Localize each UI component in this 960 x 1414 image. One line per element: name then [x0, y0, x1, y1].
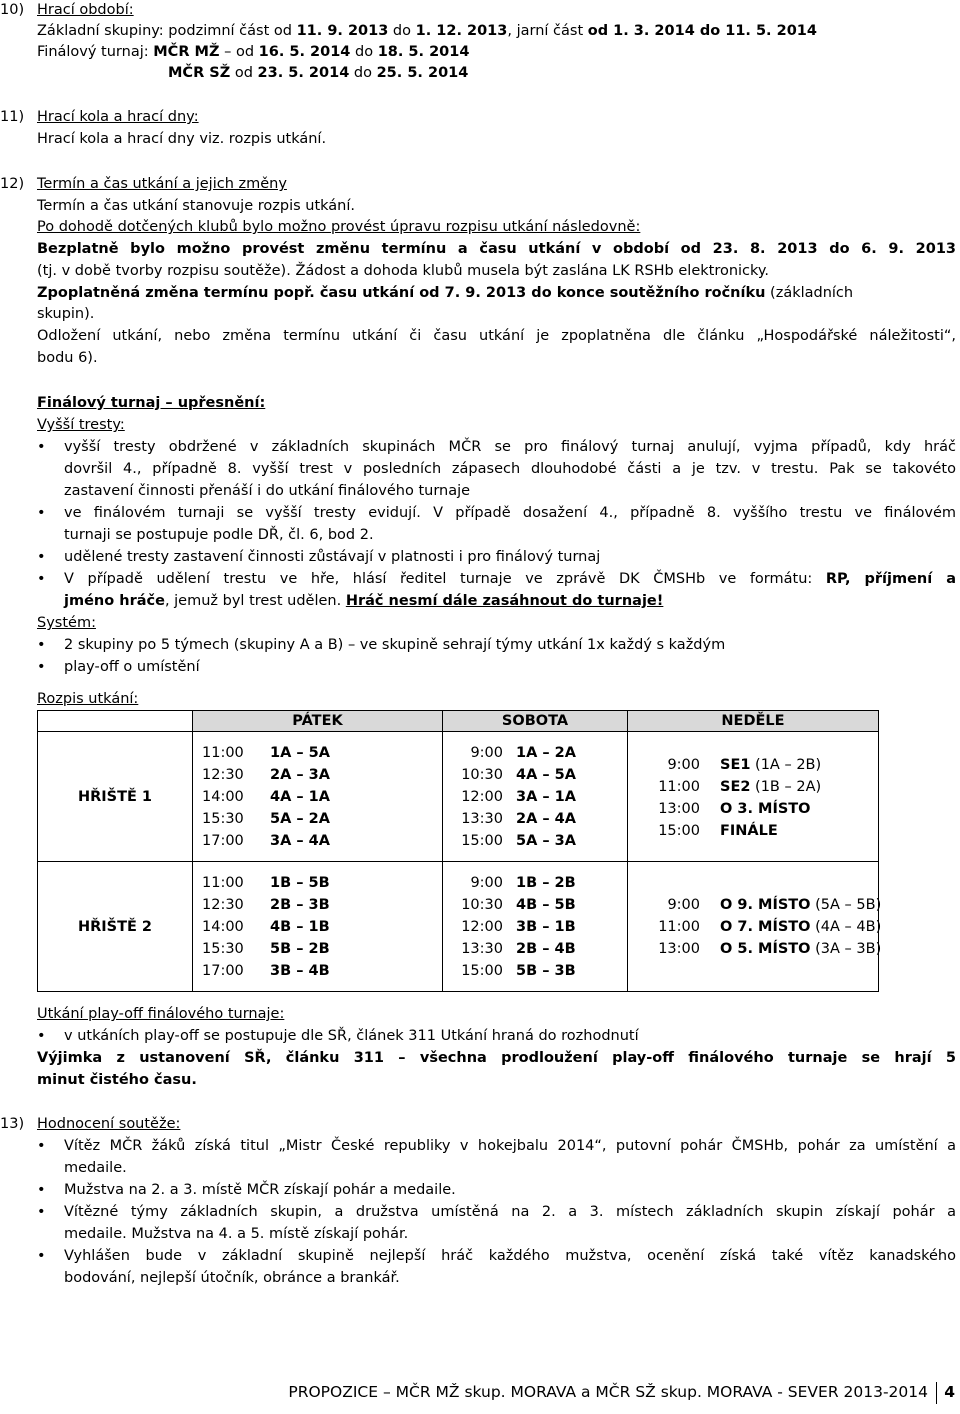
section-12-text-2: Po dohodě dotčených klubů bylo možno provést úpravu rozpisu utkání následovně:: [37, 219, 641, 235]
penalties-bullet-1-l3: zastavení činnosti přenáší i do utkání finálového turnaje: [64, 483, 471, 499]
penalties-bullet-4-l1: V případě udělení trestu ve hře, hlásí ředitel turnaje ve zprávě DK ČMSHb ve formátu: RP, příjmení a: [64, 571, 956, 587]
court-1-saturday-games: 1A – 2A 4A – 5A 3A – 1A 2A – 4A 5A – 3A: [516, 745, 576, 849]
court-1-friday: [192, 731, 443, 862]
court-1-saturday-times: 9:00 10:30 12:00 13:30 15:00: [461, 745, 503, 849]
penalties-bullet-2-l1: ve finálovém turnaji se vyšší tresty evidují. V případě dosažení 4., případně 8. vyššího trestu ve finálovém: [64, 505, 956, 521]
section-11-title: Hrací kola a hrací dny:: [37, 109, 199, 125]
court-2-saturday: [442, 861, 628, 992]
schedule-table: [37, 710, 882, 992]
header-friday: PÁTEK: [192, 710, 443, 732]
bullet: •: [37, 549, 46, 565]
section-11-text: Hrací kola a hrací dny viz. rozpis utkání.: [37, 131, 327, 147]
court-2-sunday-times: 9:00 11:00 13:00: [658, 897, 700, 957]
awards-bullet-3-l1: Vítězné týmy základních skupin, a družstva umístěná na 2. a 3. místech základních skupin získají pohár a: [64, 1204, 956, 1220]
awards-bullet-2: Mužstva na 2. a 3. místě MČR získají pohár a medaile.: [64, 1182, 456, 1198]
penalties-title: Vyšší tresty:: [37, 417, 125, 433]
system-bullet-2: play-off o umístění: [64, 659, 200, 675]
court-2-sunday-games: O 9. MÍSTO (5A – 5B) O 7. MÍSTO (4A – 4B) O 5. MÍSTO (3A – 3B): [720, 897, 882, 957]
section-12-title: Termín a čas utkání a jejich změny: [37, 176, 287, 192]
court-1-sunday-games: SE1 (1A – 2B) SE2 (1B – 2A) O 3. MÍSTO FINÁLE: [720, 757, 822, 839]
awards-bullet-4-l1: Vyhlášen bude v základní skupině nejlepší hráč každého mužstva, ocenění získá také vítěz kanadského: [64, 1248, 956, 1264]
bullet: •: [37, 659, 46, 675]
penalties-bullet-1-l2: dovršil 4., případně 8. vyšší trest v posledních zápasech dlouhodobé části a je tzv. v trestu. Pak se takovéto: [64, 461, 956, 477]
section-12-text-8: bodu 6).: [37, 350, 98, 366]
section-12-text-1: Termín a čas utkání stanovuje rozpis utkání.: [37, 198, 355, 214]
season-dates-line: Základní skupiny: podzimní část od 11. 9. 2013 do 1. 12. 2013, jarní část od 1. 3. 2014 do 11. 5. 2014: [37, 23, 817, 39]
bullet: •: [37, 1138, 46, 1154]
section-12-text-5: Zpoplatněná změna termínu popř. času utkání od 7. 9. 2013 do konce soutěžního ročníku (základních: [37, 285, 854, 301]
final-sz-dates-line: MČR SŽ od 23. 5. 2014 do 25. 5. 2014: [168, 65, 469, 81]
bullet: •: [37, 1182, 46, 1198]
header-saturday: SOBOTA: [442, 710, 628, 732]
bullet: •: [37, 637, 46, 653]
bullet: •: [37, 439, 46, 455]
court-1-saturday: [442, 731, 628, 862]
section-13-number: 13): [0, 1116, 25, 1132]
page-number: 4: [944, 1383, 955, 1401]
bullet: •: [37, 1204, 46, 1220]
court-1-sunday-times: 9:00 11:00 13:00 15:00: [658, 757, 700, 839]
penalties-bullet-1-l1: vyšší tresty obdržené v základních skupinách MČR se pro finálový turnaj anulují, vyjma případů, kdy hráč: [64, 439, 956, 455]
table-corner-cell: [37, 710, 193, 732]
playoff-note-l2: minut čistého času.: [37, 1072, 197, 1088]
court-1-friday-times: 11:00 12:30 14:00 15:30 17:00: [202, 745, 244, 849]
system-bullet-1: 2 skupiny po 5 týmech (skupiny A a B) – ve skupině sehrají týmy utkání 1x každý s každým: [64, 637, 726, 653]
section-12-text-7: Odložení utkání, nebo změna termínu utkání či času utkání je zpoplatněna dle článku „Hospodářské náležitosti“,: [37, 328, 956, 344]
court-2-friday-times: 11:00 12:30 14:00 15:30 17:00: [202, 875, 244, 979]
court-1-friday-games: 1A – 5A 2A – 3A 4A – 1A 5A – 2A 3A – 4A: [270, 745, 330, 849]
footer-text: PROPOZICE – MČR MŽ skup. MORAVA a MČR SŽ skup. MORAVA - SEVER 2013-2014: [288, 1383, 928, 1401]
section-10-title: Hrací období:: [37, 2, 134, 18]
final-mz-dates-line: Finálový turnaj: MČR MŽ – od 16. 5. 2014 do 18. 5. 2014: [37, 44, 470, 60]
header-sunday: NEDĚLE: [627, 710, 879, 732]
section-12-text-3: Bezplatně bylo možno provést změnu termínu a času utkání v období od 23. 8. 2013 do 6. 9. 2013: [37, 241, 956, 257]
court-2-saturday-times: 9:00 10:30 12:00 13:30 15:00: [461, 875, 503, 979]
footer-divider: [936, 1382, 937, 1404]
final-tournament-title: Finálový turnaj – upřesnění:: [37, 395, 266, 411]
penalties-bullet-2-l2: turnaji se postupuje podle DŘ, čl. 6, bod 2.: [64, 527, 374, 543]
playoff-bullet-1: v utkáních play-off se postupuje dle SŘ, článek 311 Utkání hraná do rozhodnutí: [64, 1028, 639, 1044]
bullet: •: [37, 571, 46, 587]
court-2-cell: [37, 861, 193, 992]
court-2-sunday: [627, 861, 882, 992]
section-13-title: Hodnocení soutěže:: [37, 1116, 181, 1132]
awards-bullet-1-l2: medaile.: [64, 1160, 127, 1176]
court-1-cell: [37, 731, 193, 862]
court-2-saturday-games: 1B – 2B 4B – 5B 3B – 1B 2B – 4B 5B – 3B: [516, 875, 576, 979]
page-footer: [0, 1382, 960, 1414]
bullet: •: [37, 1028, 46, 1044]
awards-bullet-3-l2: medaile. Mužstva na 4. a 5. místě získají pohár.: [64, 1226, 409, 1242]
awards-bullet-4-l2: bodování, nejlepší útočník, obránce a brankář.: [64, 1270, 400, 1286]
schedule-title: Rozpis utkání:: [37, 691, 139, 707]
court-2-friday-games: 1B – 5B 2B – 3B 4B – 1B 5B – 2B 3B – 4B: [270, 875, 330, 979]
playoff-note-l1: Výjimka z ustanovení SŘ, článku 311 – všechna prodloužení play-off finálového turnaje se hrají 5: [37, 1050, 956, 1066]
section-10-number: 10): [0, 2, 25, 18]
section-12-text-4: (tj. v době tvorby rozpisu soutěže). Žádost a dohoda klubů musela být zaslána LK RSHb elektronicky.: [37, 263, 770, 279]
section-12-number: 12): [0, 176, 25, 192]
court-2-name: HŘIŠTĚ 2: [77, 919, 153, 935]
awards-bullet-1-l1: Vítěz MČR žáků získá titul „Mistr České republiky v hokejbalu 2014“, putovní pohár ČMSHb, pohár za umístění a: [64, 1138, 956, 1154]
bullet: •: [37, 505, 46, 521]
penalties-bullet-3: udělené tresty zastavení činnosti zůstávají v platnosti i pro finálový turnaj: [64, 549, 601, 565]
section-12-text-6: skupin).: [37, 306, 95, 322]
section-11-number: 11): [0, 109, 25, 125]
court-1-name: HŘIŠTĚ 1: [77, 789, 153, 805]
court-2-friday: [192, 861, 443, 992]
penalties-bullet-4-l2: jméno hráče, jemuž byl trest udělen. Hráč nesmí dále zasáhnout do turnaje!: [64, 593, 664, 609]
bullet: •: [37, 1248, 46, 1264]
court-1-sunday: [627, 731, 879, 862]
playoff-title: Utkání play-off finálového turnaje:: [37, 1006, 285, 1022]
system-title: Systém:: [37, 615, 96, 631]
